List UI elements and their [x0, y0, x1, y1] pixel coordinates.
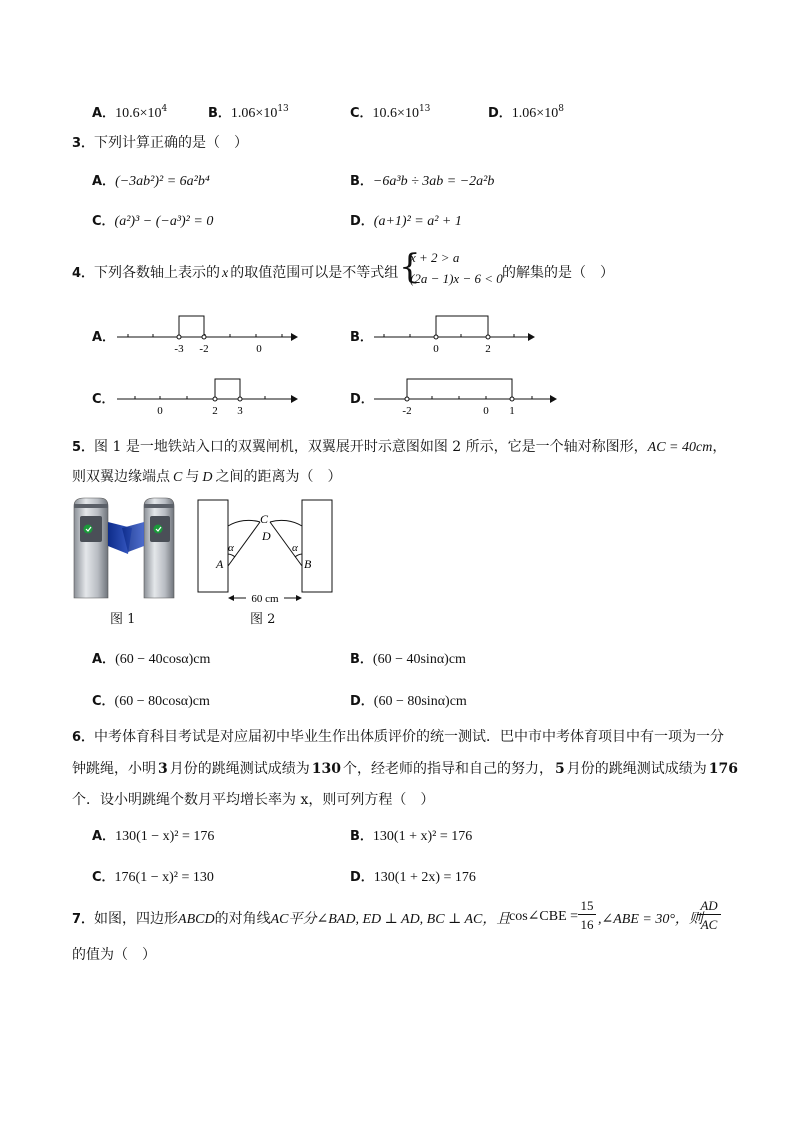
option-expr: −6a³b ÷ 3ab = −2a²b — [372, 174, 495, 189]
question-text: 下列各数轴上表示的 — [94, 265, 221, 281]
tick-label: -2 — [402, 405, 412, 417]
fraction-numerator: 15 — [578, 898, 596, 915]
q6-stem-line3: 个．设小明跳绳个数月平均增长率为 x，则可列方程（ ） — [72, 792, 435, 808]
q5-option-b[interactable] — [350, 648, 466, 668]
tick-label: 2 — [212, 405, 218, 417]
option-label: B． — [350, 652, 373, 667]
option-expr: (60 − 80sinα)cm — [373, 694, 467, 709]
question-text: 图 1 是一地铁站入口的双翼闸机，双翼展开时示意图如图 2 所示，它是一个轴对称图形， — [94, 439, 648, 455]
q2-option-d[interactable] — [488, 102, 564, 122]
tick-label: 0 — [483, 405, 489, 417]
option-label: B． — [350, 829, 373, 844]
option-exp: 13 — [277, 104, 289, 114]
q4-option-d-label[interactable] — [350, 388, 374, 407]
option-expr: 10.6×10 — [372, 106, 419, 121]
option-label: C． — [92, 694, 115, 709]
option-expr: (60 − 40sinα)cm — [372, 652, 466, 667]
option-exp: 4 — [161, 104, 168, 114]
q5-option-c[interactable] — [92, 690, 210, 710]
q2-option-b[interactable] — [208, 102, 289, 122]
option-label: D． — [488, 106, 512, 121]
q6-option-a[interactable] — [92, 825, 214, 845]
q5-option-d[interactable] — [350, 690, 467, 710]
turnstile-diagram — [190, 496, 340, 608]
q5-stem-line2 — [72, 466, 341, 486]
option-expr: 130(1 − x)² = 176 — [115, 829, 215, 844]
q3-option-c[interactable] — [92, 210, 213, 230]
label-B: B — [304, 557, 312, 571]
q4-option-d-number-line[interactable] — [372, 372, 562, 417]
option-label: D． — [350, 392, 374, 407]
q6-option-b[interactable] — [350, 825, 472, 845]
label-A: A — [216, 557, 224, 571]
score-value: 130 — [311, 761, 341, 777]
q4-option-b-label[interactable] — [350, 326, 373, 345]
option-expr: 176(1 − x)² = 130 — [114, 870, 214, 885]
option-expr: 10.6×10 — [115, 106, 162, 121]
q7-stem-line1 — [72, 908, 510, 928]
label-D: D — [262, 529, 271, 543]
tick-label: 0 — [256, 343, 262, 355]
label-width: 60 cm — [251, 593, 279, 605]
option-label: C． — [92, 870, 115, 885]
option-expr: (a²)³ − (−a³)² = 0 — [114, 214, 214, 229]
q4-stem — [72, 262, 398, 282]
q4-option-a-number-line[interactable] — [115, 310, 300, 355]
tick-label: 1 — [509, 405, 515, 417]
question-text: 平分∠BAD, ED ⊥ AD, BC ⊥ AC，且 — [288, 912, 511, 927]
figure-1-caption: 图 1 — [110, 612, 136, 627]
question-text: 之间的距离为（ ） — [215, 469, 342, 485]
option-expr: (−3ab²)² = 6a²b⁴ — [115, 174, 210, 189]
option-label: A． — [92, 330, 116, 345]
fraction-denominator: 16 — [580, 917, 594, 932]
q7-cos-expr: cos∠CBE = — [509, 909, 579, 924]
question-text: 中考体育科目考试是对应届初中毕业生作出体质评价的统一测试．巴中市中考体育项目中有一项为一分 — [94, 729, 725, 745]
punctuation: ， — [712, 439, 727, 455]
q6-option-d[interactable] — [350, 866, 476, 886]
option-label: B． — [350, 174, 373, 189]
quad-name: ABCD — [178, 912, 215, 927]
question-text: 则双翼边缘端点 — [72, 469, 170, 485]
option-label: A． — [92, 829, 116, 844]
given-length: AC = 40cm — [647, 440, 713, 455]
brace-icon: { — [399, 247, 421, 287]
question-text: 个，经老师的指导和自己的努力， — [342, 761, 553, 777]
variable: x — [222, 266, 229, 281]
option-expr: (a+1)² = a² + 1 — [373, 214, 462, 229]
q6-stem-line2 — [72, 758, 738, 778]
figure-2-caption: 图 2 — [250, 612, 276, 627]
q5-stem-line1 — [72, 436, 726, 456]
option-expr: 1.06×10 — [230, 106, 278, 121]
option-expr: (60 − 80cosα)cm — [114, 694, 210, 709]
q2-option-a[interactable] — [92, 102, 167, 122]
question-number: 7． — [72, 912, 95, 927]
tick-label: -2 — [199, 343, 209, 355]
question-number: 5． — [72, 440, 95, 455]
tick-label: 2 — [485, 343, 491, 355]
ratio-numerator: AD — [697, 898, 721, 915]
option-label: D． — [350, 694, 374, 709]
tick-label: 3 — [237, 405, 243, 417]
option-label: C． — [92, 214, 115, 229]
q6-stem-line1 — [72, 726, 724, 746]
q3-option-d[interactable] — [350, 210, 462, 230]
option-label: A． — [92, 106, 116, 121]
q3-option-b[interactable] — [350, 170, 494, 190]
option-label: B． — [350, 330, 373, 345]
point-label: C — [173, 470, 183, 485]
q3-option-a[interactable] — [92, 170, 210, 190]
label-alpha-left: α — [228, 542, 234, 554]
q5-option-a[interactable] — [92, 648, 210, 668]
q4-option-c-label[interactable] — [92, 388, 115, 407]
q4-option-b-number-line[interactable] — [372, 310, 537, 355]
q4-option-a-label[interactable] — [92, 326, 115, 345]
option-expr: 130(1 + x)² = 176 — [372, 829, 473, 844]
q7-stem-line2: 的值为（ ） — [72, 947, 156, 963]
option-expr: 1.06×10 — [511, 106, 559, 121]
question-text: 如图，四边形 — [94, 911, 179, 927]
system-line-1: x + 2 > a — [410, 250, 460, 265]
option-label: D． — [350, 870, 374, 885]
point-label: D — [202, 470, 213, 485]
label-C: C — [260, 512, 269, 526]
turnstile-photo — [70, 496, 180, 604]
option-exp: 13 — [418, 104, 431, 114]
diagonal-name: AC — [270, 912, 289, 927]
option-label: A． — [92, 652, 116, 667]
question-number: 4． — [72, 266, 95, 281]
question-text: 下列计算正确的是（ ） — [94, 135, 249, 151]
q2-option-c[interactable] — [350, 102, 430, 122]
month-value: 5 — [554, 761, 565, 777]
q6-option-c[interactable] — [92, 866, 214, 886]
question-number: 3． — [72, 136, 95, 151]
option-exp: 8 — [558, 104, 564, 114]
tick-label: 0 — [157, 405, 163, 417]
question-text: 月份的跳绳测试成绩为 — [169, 761, 310, 777]
label-alpha-right: α — [292, 542, 298, 554]
q4-stem-end: 的解集的是（ ） — [502, 265, 614, 281]
option-expr: (60 − 40cosα)cm — [115, 652, 211, 667]
question-text: 月份的跳绳测试成绩为 — [566, 761, 707, 777]
question-text: 的取值范围可以是不等式组 — [230, 265, 399, 281]
question-text: 钟跳绳，小明 — [72, 761, 156, 777]
option-label: C． — [350, 106, 373, 121]
score-value: 176 — [708, 761, 738, 777]
question-number: 6． — [72, 730, 95, 745]
tick-label: -3 — [174, 343, 184, 355]
question-text: 的对角线 — [214, 911, 271, 927]
q4-option-c-number-line[interactable] — [115, 372, 300, 417]
tick-label: 0 — [433, 343, 439, 355]
q7-angle-expr: ,∠ABE = 30°，则 — [598, 912, 703, 927]
option-label: D． — [350, 214, 374, 229]
ratio-denominator: AC — [700, 917, 718, 932]
system-line-2: (2a − 1)x − 6 < 0 — [410, 271, 503, 286]
option-label: C． — [92, 392, 115, 407]
month-value: 3 — [158, 761, 168, 777]
option-expr: 130(1 + 2x) = 176 — [373, 870, 476, 885]
q3-stem — [72, 132, 248, 152]
option-label: B． — [208, 106, 231, 121]
option-label: A． — [92, 174, 116, 189]
question-text: 与 — [185, 469, 200, 485]
